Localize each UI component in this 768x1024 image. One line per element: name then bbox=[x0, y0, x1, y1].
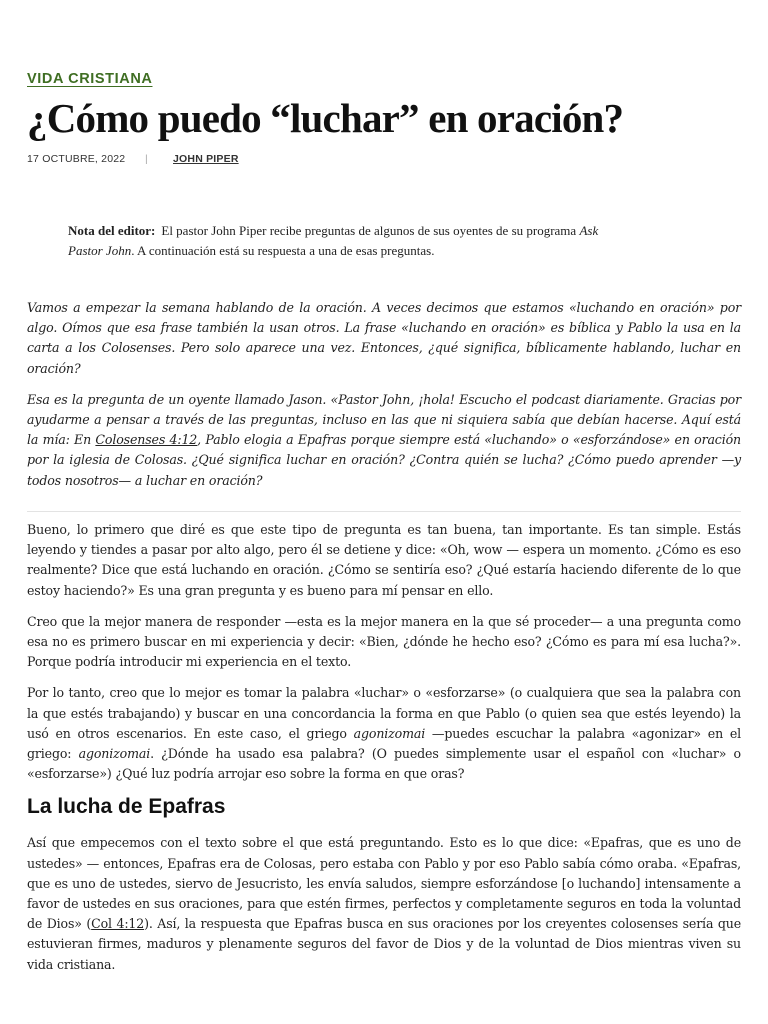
article-title: ¿Cómo puedo “luchar” en oración? bbox=[27, 95, 624, 141]
greek-word: agonizomai bbox=[353, 725, 426, 741]
article-body bbox=[27, 520, 741, 986]
scripture-link-colosenses[interactable]: Colosenses 4:12 bbox=[95, 432, 198, 448]
divider bbox=[27, 511, 741, 512]
intro-question bbox=[27, 298, 741, 502]
meta-separator: | bbox=[145, 153, 148, 165]
body-paragraph bbox=[27, 683, 741, 784]
publish-date: 17 OCTUBRE, 2022 bbox=[27, 153, 126, 165]
body-text: ). Así, la respuesta que Epafras busca en sus oraciones por los creyentes colosenses sería que estuvieran firmes, maduros y plenamente seguros del favor de Dios y de la voluntad de Dios mientras viven su vida cristiana. bbox=[27, 916, 741, 972]
author-link[interactable]: JOHN PIPER bbox=[173, 153, 239, 165]
category-link[interactable]: VIDA CRISTIANA bbox=[27, 71, 153, 87]
body-paragraph bbox=[27, 833, 741, 974]
body-text: Por lo tanto, creo que lo mejor es tomar la palabra «luchar» o «esforzarse» (o cualquiera que sea la palabra con la que estés trabajando) y buscar en una concordancia la forma en que Pablo (o quien sea que estés leyendo) la usó en otros escenarios. En este caso, el griego bbox=[27, 685, 741, 741]
intro-paragraph: Vamos a empezar la semana hablando de la oración. A veces decimos que estamos «luchando en oración» por algo. Oímos que esa frase también la usan otros. La frase «luchando en oración» es bíblica y Pablo la usa en la carta a los Colosenses. Pero solo aparece una vez. Entonces, ¿qué significa, bíblicamente hablando, luchar en oración? bbox=[27, 300, 741, 376]
intro-paragraph bbox=[27, 390, 741, 491]
body-text: . ¿Dónde ha usado esa palabra? (O puedes simplemente usar el español con «luchar» o «esforzarse») ¿Qué luz podría arrojar eso sobre la forma en que oras? bbox=[27, 746, 741, 782]
body-paragraph: Bueno, lo primero que diré es que este tipo de pregunta es tan buena, tan importante. Es tan simple. Estás leyendo y tiendes a pasar por alto algo, pero él se detiene y dice: «Oh, wow — espera un momento. ¿Cómo es eso realmente? Dice que está luchando en oración. ¿Cómo se sentiría eso? ¿Qué estaría haciendo diferente de lo que estoy haciendo?» Es una gran pregunta y es bueno para mí pensar en ello. bbox=[27, 522, 741, 598]
editor-note-text-after: . A continuación está su respuesta a una de esas preguntas. bbox=[131, 243, 435, 258]
editor-note bbox=[68, 221, 628, 261]
greek-word: agonizomai bbox=[78, 746, 151, 762]
intro-text: , Pablo elogia a Epafras porque siempre está «luchando» o «esforzándose» en oración por la iglesia de Colosas. ¿Qué significa luchar en oración? ¿Contra quién se lucha? ¿Cómo puedo aprender —y todos nosotros— a luchar en oración? bbox=[27, 432, 741, 488]
editor-note-text-before: El pastor John Piper recibe preguntas de algunos de sus oyentes de su programa bbox=[161, 223, 580, 238]
scripture-link-col[interactable]: Col 4:12 bbox=[91, 916, 145, 932]
body-text: —puedes escuchar la palabra «agonizar» en el griego: bbox=[27, 725, 741, 762]
body-paragraph: Creo que la mejor manera de responder —esta es la mejor manera en la que sé proceder— a una pregunta como esa no es primero buscar en mi experiencia y decir: «Bien, ¿dónde he hecho eso? ¿Cómo es para mí esa lucha?». Porque podría introducir mi experiencia en el texto. bbox=[27, 613, 741, 670]
body-text: Así que empecemos con el texto sobre el que está preguntando. Esto es lo que dice: «Epafras, que es uno de ustedes» — entonces, Epafras era de Colosas, pero estaba con Pablo y por eso Pablo sabía cómo oraba. «Epafras, que es uno de ustedes, siervo de Jesucristo, les envía saludos, siempre esforzándose [o luchando] intensamente a favor de ustedes en sus oraciones, para que estén firmes, perfectos y completamente seguros en toda la voluntad de Dios» ( bbox=[27, 835, 741, 932]
intro-text: Esa es la pregunta de un oyente llamado Jason. «Pastor John, ¡hola! Escucho el podcast diariamente. Gracias por ayudarme a pensar a través de las preguntas, incluso en las que ni siquiera sabía que debían hacerse. Aquí está la mía: En bbox=[27, 391, 741, 448]
section-heading: La lucha de Epafras bbox=[27, 795, 226, 819]
editor-note-label: Nota del editor: bbox=[68, 223, 156, 238]
editor-note-program: Ask Pastor John bbox=[68, 223, 599, 258]
